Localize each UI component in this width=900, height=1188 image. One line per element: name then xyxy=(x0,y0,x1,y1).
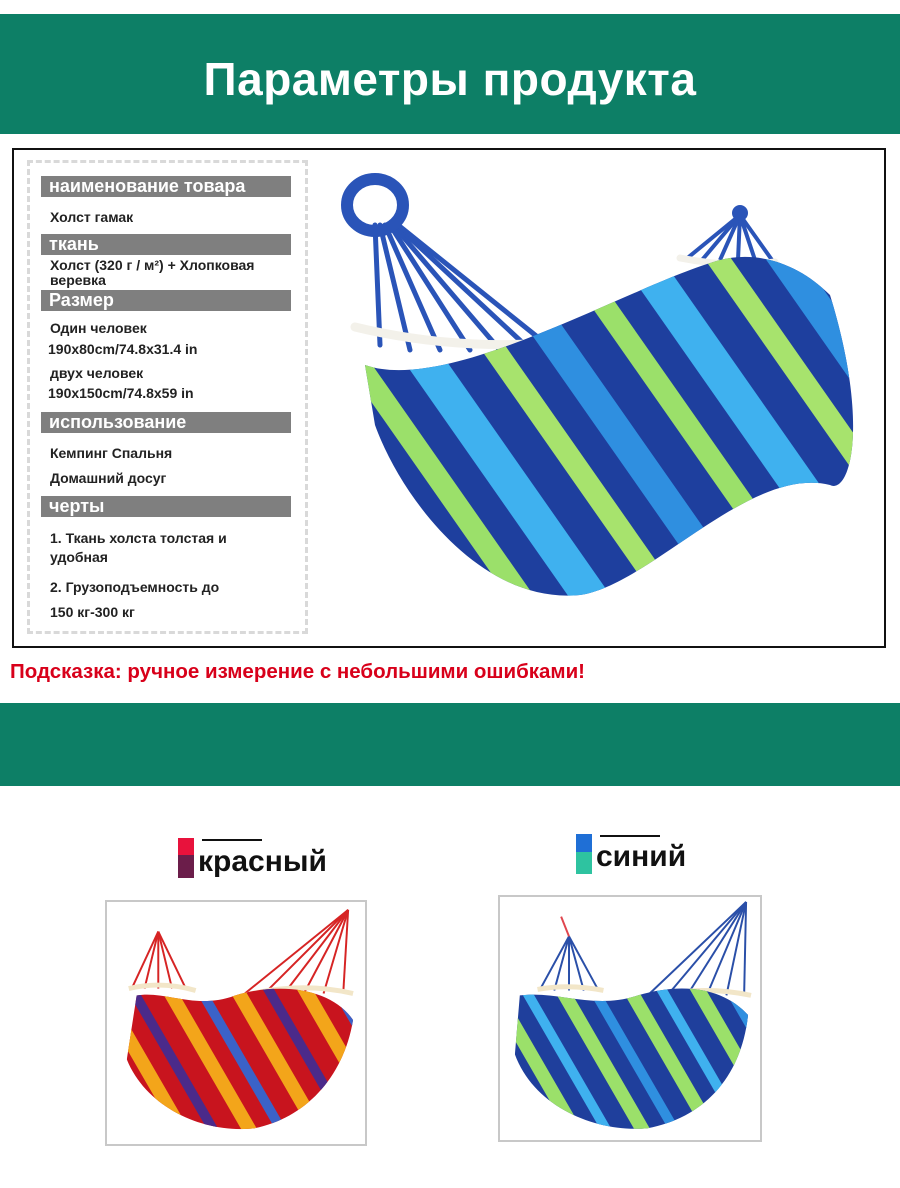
size-double-label: двух человек xyxy=(50,365,144,381)
size-single-label: Один человек xyxy=(50,320,147,336)
red-label-rule xyxy=(202,839,262,841)
section-divider-banner xyxy=(0,703,900,786)
blue-label-rule xyxy=(600,835,660,837)
red-hammock-photo[interactable] xyxy=(105,900,367,1146)
size-single-value: 190x80cm/74.8x31.4 in xyxy=(48,341,198,357)
feature-2-line-1: 2. Грузоподъемность до xyxy=(50,579,220,595)
blue-hammock-photo[interactable] xyxy=(498,895,762,1142)
product-name-value: Холст гамак xyxy=(50,209,134,225)
fabric-value-line-1: Холст (320 г / м²) + Хлопковая xyxy=(50,257,255,273)
red-color-chip-top xyxy=(178,838,194,855)
size-double-value: 190x150cm/74.8x59 in xyxy=(48,385,194,401)
fabric-value-line-2: веревка xyxy=(50,272,106,288)
section-size-heading: Размер xyxy=(41,290,291,311)
feature-1-line-1: 1. Ткань холста толстая и xyxy=(50,530,227,546)
blue-color-chip-top xyxy=(576,834,592,852)
red-color-chip-bottom xyxy=(178,855,194,878)
usage-item-2: Домашний досуг xyxy=(50,470,167,486)
section-fabric-heading: ткань xyxy=(41,234,291,255)
section-name-heading: наименование товара xyxy=(41,176,291,197)
feature-1-line-2: удобная xyxy=(50,549,108,565)
hammock-blue-image xyxy=(330,165,860,605)
page-title: Параметры продукта xyxy=(203,53,697,105)
hammock-red-image xyxy=(107,902,365,1144)
section-usage-heading: использование xyxy=(41,412,291,433)
red-color-label[interactable]: красный xyxy=(198,845,327,878)
header-banner xyxy=(0,14,900,134)
usage-item-1: Кемпинг Спальня xyxy=(50,445,173,461)
section-features-heading: черты xyxy=(41,496,291,517)
feature-2-line-2: 150 кг-300 кг xyxy=(50,604,135,620)
blue-color-label[interactable]: синий xyxy=(596,840,687,873)
blue-color-chip-bottom xyxy=(576,852,592,874)
measurement-hint: Подсказка: ручное измерение с небольшими ошибками! xyxy=(10,660,586,683)
hammock-blue-small-image xyxy=(500,897,760,1140)
